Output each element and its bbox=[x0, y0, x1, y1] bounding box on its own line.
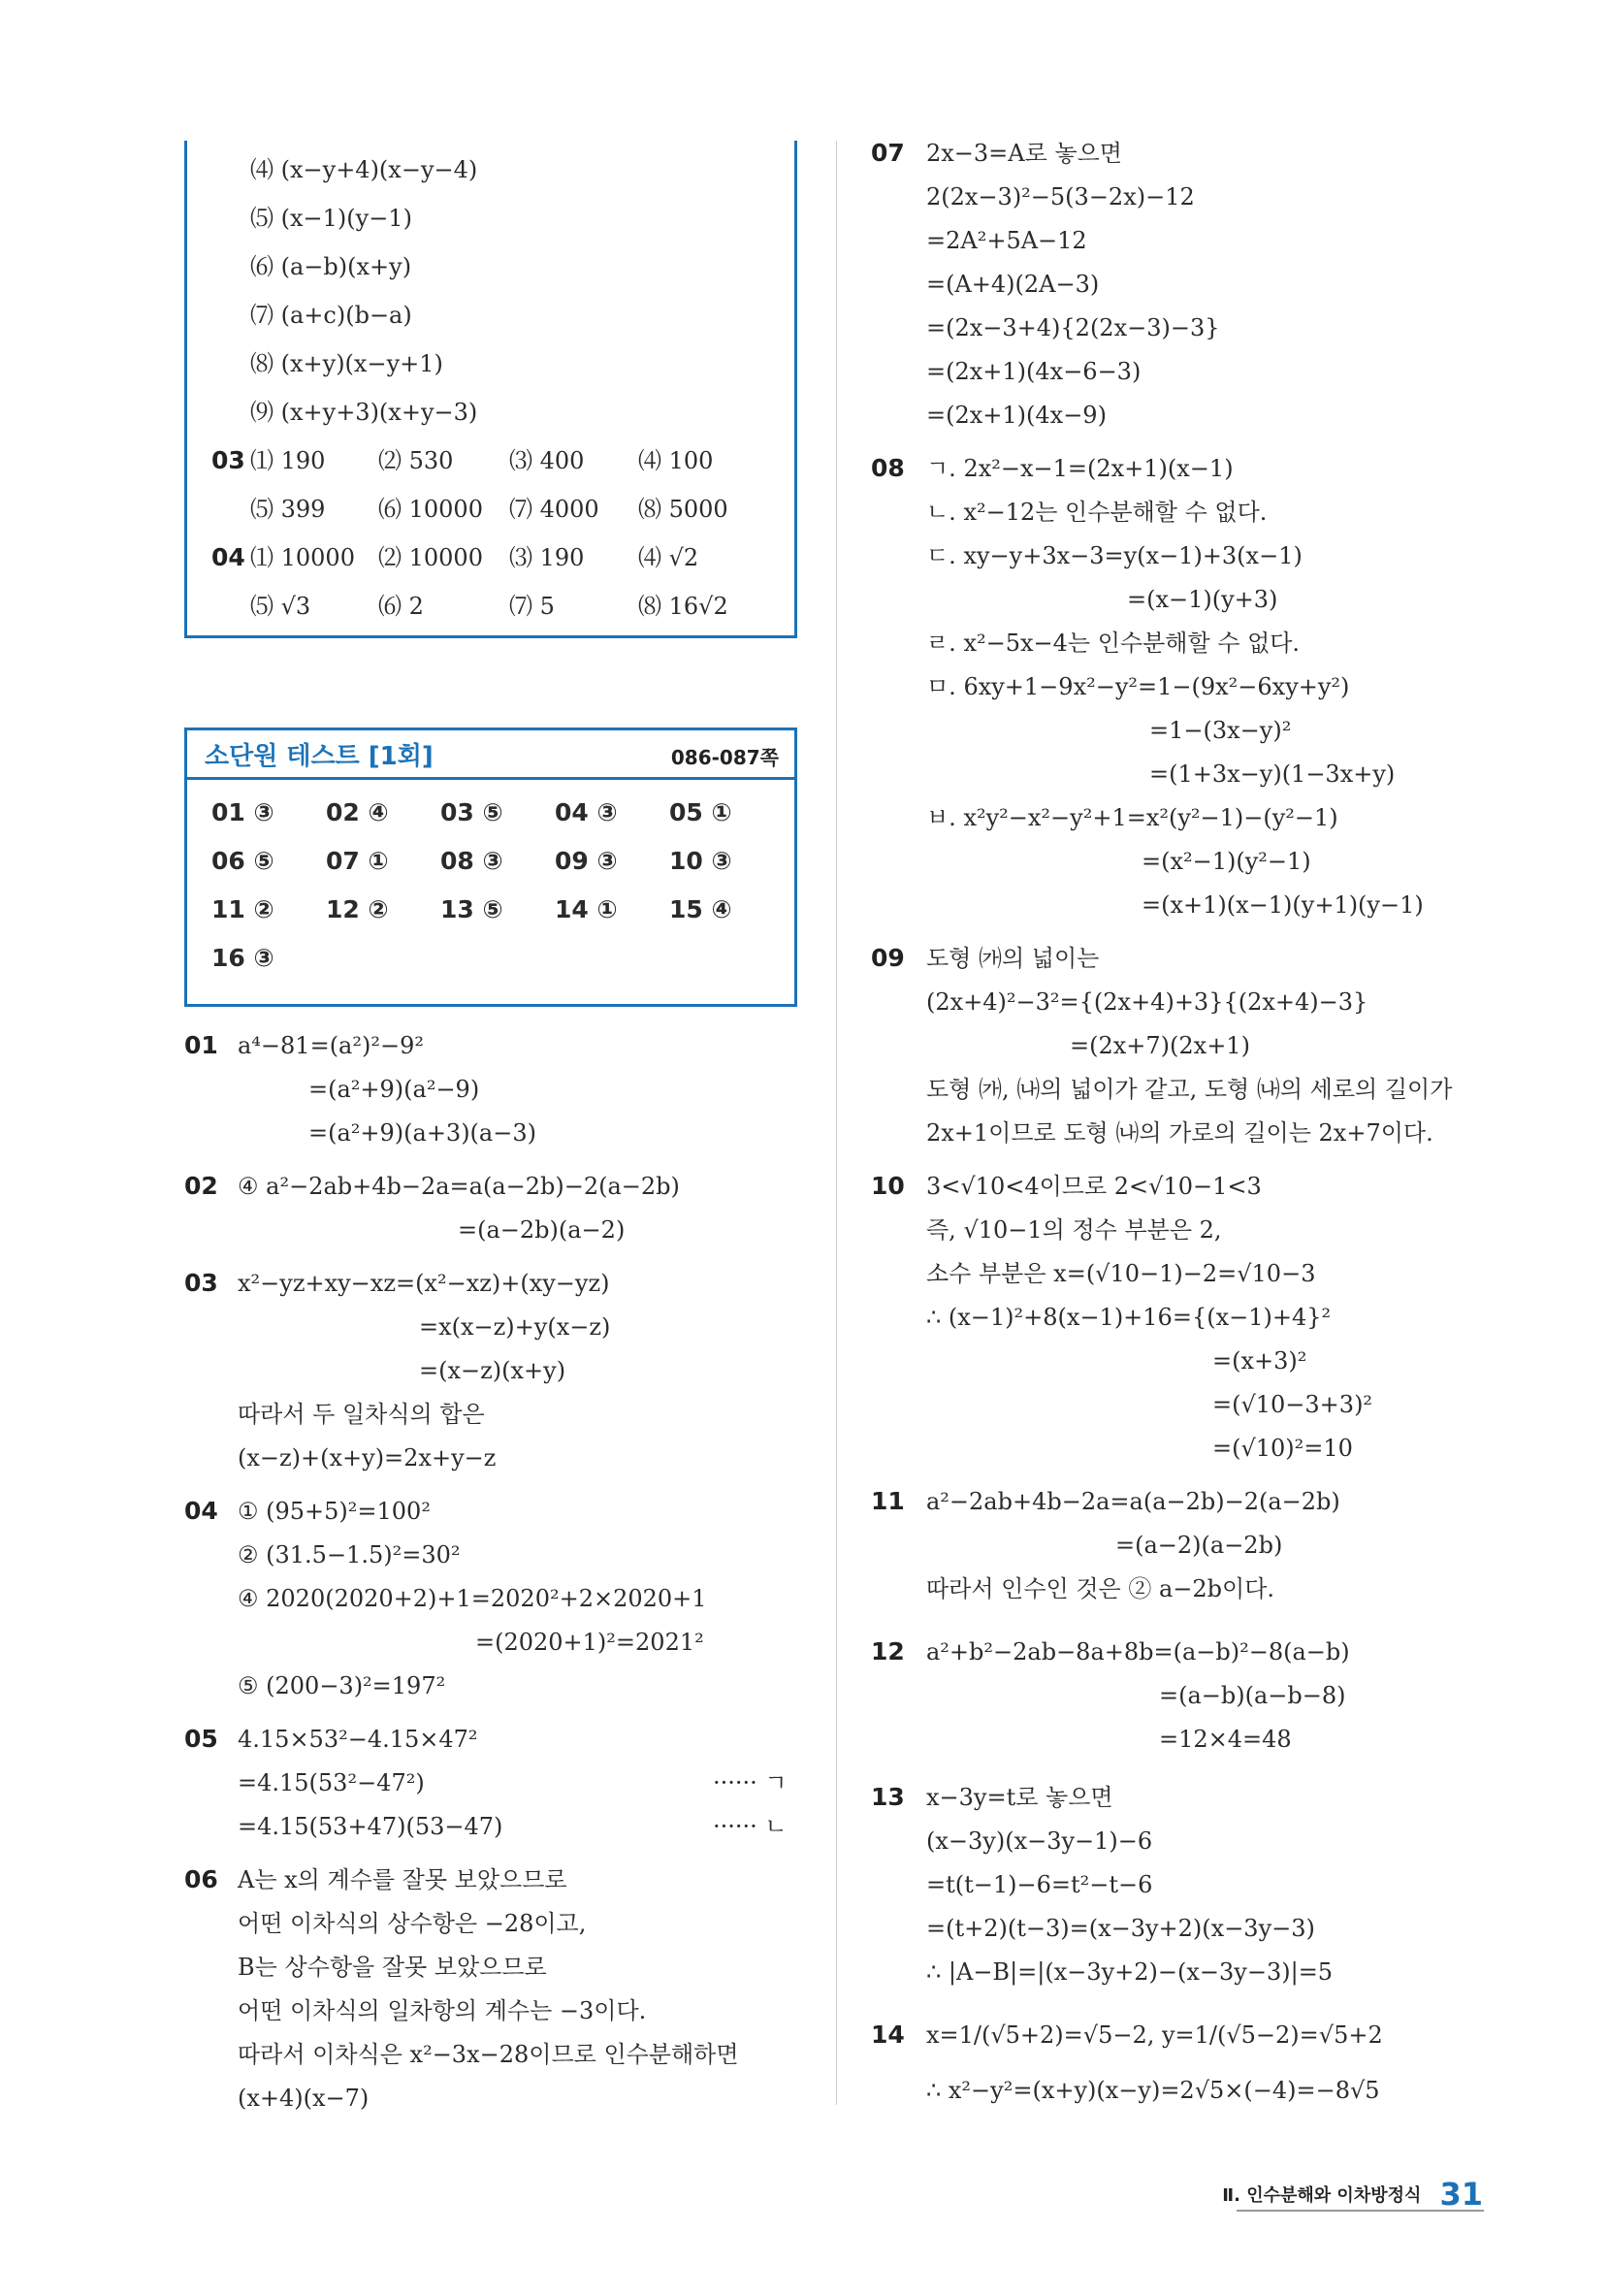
solution-line: 2(2x−3)²−5(3−2x)−12 bbox=[926, 183, 1195, 210]
solution-line: =(x+1)(x−1)(y+1)(y−1) bbox=[1142, 891, 1424, 919]
question-number: 04 bbox=[211, 543, 245, 571]
solution-line: 4.15×53²−4.15×47² bbox=[238, 1726, 478, 1753]
solution-line: 소수 부분은 x=(√10−1)−2=√10−3 bbox=[926, 1260, 1316, 1287]
solution-line: =(x−z)(x+y) bbox=[419, 1357, 566, 1384]
solution-line: =4.15(53+47)(53−47) bbox=[238, 1813, 503, 1840]
solution-number: 06 bbox=[184, 1865, 218, 1893]
solution-line: (x−z)+(x+y)=2x+y−z bbox=[238, 1444, 497, 1471]
solution-line: 3<√10<4이므로 2<√10−1<3 bbox=[926, 1173, 1262, 1200]
solution-line: =2A²+5A−12 bbox=[926, 227, 1087, 254]
solution-line: =(a²+9)(a²−9) bbox=[308, 1076, 480, 1103]
solution-line: =12×4=48 bbox=[1159, 1726, 1292, 1753]
solution-line: ㅂ. x²y²−x²−y²+1=x²(y²−1)−(y²−1) bbox=[926, 804, 1338, 831]
answer-cell: ⑶ 190 bbox=[509, 544, 585, 571]
solution-line: =4.15(53²−47²) bbox=[238, 1769, 425, 1796]
solution-line: =(2x−3+4){2(2x−3)−3} bbox=[926, 314, 1220, 341]
test-answer: 01 ③ bbox=[211, 798, 274, 826]
solution-line: =(a−b)(a−b−8) bbox=[1159, 1682, 1346, 1709]
solution-line: x−3y=t로 놓으면 bbox=[926, 1784, 1113, 1811]
solution-line: =x(x−z)+y(x−z) bbox=[419, 1313, 611, 1341]
page-footer bbox=[1222, 2176, 1483, 2213]
solution-line: =(a²+9)(a+3)(a−3) bbox=[308, 1119, 536, 1147]
test-answer: 06 ⑤ bbox=[211, 847, 274, 875]
answer-line: ⑻ (x+y)(x−y+1) bbox=[250, 350, 443, 377]
solution-line: ∴ x²−y²=(x+y)(x−y)=2√5×(−4)=−8√5 bbox=[926, 2077, 1380, 2104]
answer-cell: ⑴ 190 bbox=[250, 447, 326, 474]
answer-cell: ⑵ 530 bbox=[378, 447, 454, 474]
solution-number: 14 bbox=[871, 2021, 905, 2049]
test-answer: 12 ② bbox=[326, 895, 389, 923]
answer-cell: ⑵ 10000 bbox=[378, 544, 483, 571]
solution-line: =(a−2b)(a−2) bbox=[458, 1216, 626, 1244]
solution-line: =1−(3x−y)² bbox=[1149, 717, 1292, 744]
solution-line: 어떤 이차식의 일차항의 계수는 −3이다. bbox=[238, 1997, 647, 2024]
solution-number: 09 bbox=[871, 944, 905, 972]
column-divider bbox=[836, 141, 837, 2105]
answer-line: ⑸ (x−1)(y−1) bbox=[250, 205, 412, 232]
solution-line: 2x+1이므로 도형 ㈏의 가로의 길이는 2x+7이다. bbox=[926, 1119, 1433, 1147]
solution-number: 07 bbox=[871, 139, 905, 167]
solution-line: ㄱ. 2x²−x−1=(2x+1)(x−1) bbox=[926, 455, 1234, 482]
solution-line: 따라서 인수인 것은 ② a−2b이다. bbox=[926, 1575, 1275, 1602]
solution-line: 도형 ㈎, ㈏의 넓이가 같고, 도형 ㈏의 세로의 길이가 bbox=[926, 1076, 1453, 1103]
solution-line: =(A+4)(2A−3) bbox=[926, 271, 1100, 298]
test-answer: 03 ⑤ bbox=[440, 798, 503, 826]
solution-line: ⑤ (200−3)²=197² bbox=[238, 1672, 446, 1699]
answer-cell: ⑷ 100 bbox=[638, 447, 714, 474]
answer-cell: ⑻ 16√2 bbox=[638, 593, 728, 620]
solution-line: =(a−2)(a−2b) bbox=[1115, 1532, 1283, 1559]
answer-line: ⑼ (x+y+3)(x+y−3) bbox=[250, 399, 478, 426]
answer-cell: ⑷ √2 bbox=[638, 544, 699, 571]
answer-cell: ⑴ 10000 bbox=[250, 544, 355, 571]
solution-line: (x+4)(x−7) bbox=[238, 2085, 370, 2112]
test-answer: 05 ① bbox=[669, 798, 732, 826]
solution-line: =(x+3)² bbox=[1212, 1347, 1307, 1374]
solution-line: =(2020+1)²=2021² bbox=[475, 1629, 704, 1656]
solution-line: ④ a²−2ab+4b−2a=a(a−2b)−2(a−2b) bbox=[238, 1173, 680, 1200]
solution-line: 2x−3=A로 놓으면 bbox=[926, 140, 1122, 167]
solution-number: 05 bbox=[184, 1725, 218, 1753]
answer-cell: ⑸ √3 bbox=[250, 593, 311, 620]
question-number: 03 bbox=[211, 446, 245, 474]
solution-number: 12 bbox=[871, 1637, 905, 1665]
solution-line: =(2x+7)(2x+1) bbox=[1070, 1032, 1250, 1059]
solution-line: ∴ (x−1)²+8(x−1)+16={(x−1)+4}² bbox=[926, 1304, 1332, 1331]
solution-line: =(x²−1)(y²−1) bbox=[1142, 848, 1311, 875]
solution-number: 01 bbox=[184, 1031, 218, 1059]
solution-line: x=1/(√5+2)=√5−2, y=1/(√5−2)=√5+2 bbox=[926, 2021, 1383, 2049]
test-answer: 09 ③ bbox=[555, 847, 618, 875]
chapter-title: Ⅱ. 인수분해와 이차방정식 bbox=[1222, 2185, 1422, 2206]
answer-cell: ⑹ 2 bbox=[378, 593, 424, 620]
test-answer: 14 ① bbox=[555, 895, 618, 923]
solution-line: ㄴ. x²−12는 인수분해할 수 없다. bbox=[926, 499, 1268, 526]
page-number: 31 bbox=[1439, 2176, 1483, 2213]
solution-line: ㄷ. xy−y+3x−3=y(x−1)+3(x−1) bbox=[926, 542, 1303, 569]
solution-line: A는 x의 계수를 잘못 보았으므로 bbox=[238, 1866, 567, 1893]
solution-line: ㅁ. 6xy+1−9x²−y²=1−(9x²−6xy+y²) bbox=[926, 673, 1350, 700]
answer-cell: ⑶ 400 bbox=[509, 447, 585, 474]
test-answer: 08 ③ bbox=[440, 847, 503, 875]
test-answer: 13 ⑤ bbox=[440, 895, 503, 923]
answer-cell: ⑺ 4000 bbox=[509, 496, 599, 523]
solution-number: 10 bbox=[871, 1172, 905, 1200]
solution-line: 도형 ㈎의 넓이는 bbox=[926, 945, 1100, 972]
solution-line: =(1+3x−y)(1−3x+y) bbox=[1149, 760, 1396, 788]
solution-number: 02 bbox=[184, 1172, 218, 1200]
answer-line: ⑺ (a+c)(b−a) bbox=[250, 302, 412, 329]
test-answer: 02 ④ bbox=[326, 798, 389, 826]
solution-number: 08 bbox=[871, 454, 905, 482]
test-answer: 10 ③ bbox=[669, 847, 732, 875]
solution-line: =(2x+1)(4x−6−3) bbox=[926, 358, 1142, 385]
test-box-pages: 086-087쪽 bbox=[670, 746, 779, 769]
solution-number: 04 bbox=[184, 1497, 218, 1525]
test-answer: 07 ① bbox=[326, 847, 389, 875]
answer-cell: ⑺ 5 bbox=[509, 593, 555, 620]
test-box-header bbox=[187, 730, 794, 780]
answer-cell: ⑸ 399 bbox=[250, 496, 326, 523]
solution-line: x²−yz+xy−xz=(x²−xz)+(xy−yz) bbox=[238, 1270, 610, 1297]
solution-line: =t(t−1)−6=t²−t−6 bbox=[926, 1871, 1153, 1898]
solution-line: 즉, √10−1의 정수 부분은 2, bbox=[926, 1216, 1222, 1244]
answer-line: ⑹ (a−b)(x+y) bbox=[250, 253, 412, 280]
test-answer: 16 ③ bbox=[211, 944, 274, 972]
test-box-title: 소단원 테스트 [1회] bbox=[205, 742, 434, 771]
solution-line: 따라서 두 일차식의 합은 bbox=[238, 1401, 485, 1428]
test-answer: 04 ③ bbox=[555, 798, 618, 826]
solution-line: =(x−1)(y+3) bbox=[1127, 586, 1278, 613]
solution-line: B는 상수항을 잘못 보았으므로 bbox=[238, 1954, 547, 1981]
solution-number: 11 bbox=[871, 1487, 905, 1515]
answer-cell: ⑻ 5000 bbox=[638, 496, 728, 523]
solution-line: a²+b²−2ab−8a+8b=(a−b)²−8(a−b) bbox=[926, 1638, 1350, 1665]
solution-line: 따라서 이차식은 x²−3x−28이므로 인수분해하면 bbox=[238, 2041, 739, 2068]
solution-line: =(2x+1)(4x−9) bbox=[926, 402, 1107, 429]
solution-line: ㄹ. x²−5x−4는 인수분해할 수 없다. bbox=[926, 630, 1301, 657]
solution-line: (x−3y)(x−3y−1)−6 bbox=[926, 1827, 1153, 1855]
solution-line: (2x+4)²−3²={(2x+4)+3}{(2x+4)−3} bbox=[926, 988, 1368, 1016]
solution-mark: ······ ㄱ bbox=[713, 1769, 788, 1796]
solution-line: ② (31.5−1.5)²=30² bbox=[238, 1541, 461, 1568]
solution-mark: ······ ㄴ bbox=[713, 1813, 788, 1840]
solution-line: =(t+2)(t−3)=(x−3y+2)(x−3y−3) bbox=[926, 1915, 1315, 1942]
solution-number: 03 bbox=[184, 1269, 218, 1297]
solution-line: ① (95+5)²=100² bbox=[238, 1498, 431, 1525]
solution-line: 어떤 이차식의 상수항은 −28이고, bbox=[238, 1910, 587, 1937]
solution-line: a⁴−81=(a²)²−9² bbox=[238, 1032, 424, 1059]
test-answer: 15 ④ bbox=[669, 895, 732, 923]
solution-line: ∴ |A−B|=|(x−3y+2)−(x−3y−3)|=5 bbox=[926, 1958, 1334, 1986]
solution-line: a²−2ab+4b−2a=a(a−2b)−2(a−2b) bbox=[926, 1488, 1340, 1515]
test-answer: 11 ② bbox=[211, 895, 274, 923]
solution-line: =(√10)²=10 bbox=[1212, 1435, 1353, 1462]
answer-cell: ⑹ 10000 bbox=[378, 496, 483, 523]
solution-number: 13 bbox=[871, 1783, 905, 1811]
solution-line: ④ 2020(2020+2)+1=2020²+2×2020+1 bbox=[238, 1585, 707, 1612]
answer-line: ⑷ (x−y+4)(x−y−4) bbox=[250, 156, 478, 183]
solution-line: =(√10−3+3)² bbox=[1212, 1391, 1373, 1418]
